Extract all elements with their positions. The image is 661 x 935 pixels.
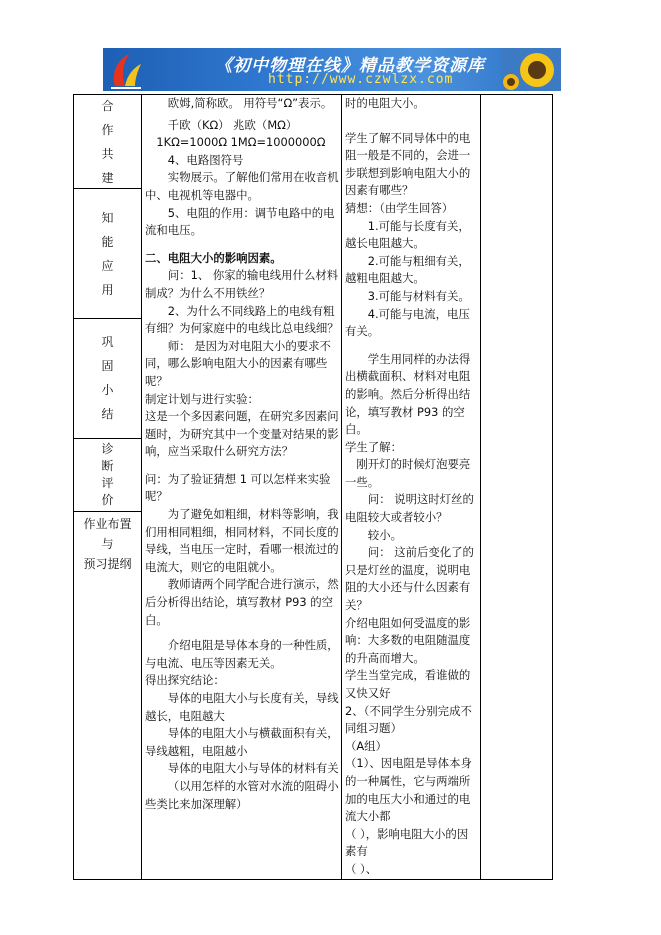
text-line: 2、为什么不同线路上的电线有粗有细？为何家庭中的电线比总电线细？ bbox=[145, 303, 339, 336]
header-banner bbox=[103, 48, 561, 91]
text-line: 4.可能与电流，电压有关。 bbox=[345, 306, 470, 339]
stage-column bbox=[74, 95, 142, 880]
notes-column bbox=[481, 95, 553, 880]
stage-char: 能 bbox=[101, 234, 114, 249]
stage-char: 固 bbox=[101, 359, 114, 374]
stage-char: 共 bbox=[101, 146, 114, 161]
teacher-activity-column bbox=[142, 95, 342, 880]
text-line: （A组） bbox=[345, 738, 387, 753]
text-line: 学生用同样的办法得出横截面积、材料对电阻的影响。然后分析得出结论，填写教材 P93 的空白。 bbox=[345, 351, 471, 437]
stage-char: 建 bbox=[101, 170, 114, 185]
stage-char: 价 bbox=[101, 492, 114, 507]
text-line: 千欧（KΩ） 兆欧（MΩ） bbox=[167, 117, 298, 132]
text-line: 时的电阻大小。 bbox=[345, 96, 425, 110]
stage-char: 用 bbox=[101, 282, 114, 297]
lesson-plan-table bbox=[73, 94, 553, 880]
stage-diagnose bbox=[74, 439, 141, 513]
stage-char: 作业布置 bbox=[83, 517, 132, 532]
text-line: （以用怎样的水管对水流的阻碍小些类比来加深理解） bbox=[145, 778, 339, 811]
stage-char: 与 bbox=[101, 537, 114, 552]
text-line: 2、（不同学生分别完成不同组习题） bbox=[345, 703, 472, 736]
text-line: 介绍电阻如何受温度的影响：大多数的电阻随温度的升高而增大。 bbox=[345, 615, 471, 665]
text-line: 制定计划与进行实验： bbox=[145, 391, 259, 406]
text-line: 问：1、 你家的输电线用什么材料制成？为什么不用铁丝？ bbox=[145, 268, 339, 300]
stage-char: 应 bbox=[101, 258, 114, 273]
sunflower-icon bbox=[501, 48, 561, 91]
text-line: 导体的电阻大小与导体的材料有关 bbox=[167, 761, 339, 776]
text-line: （ ），影响电阻大小的因素有 bbox=[345, 826, 469, 859]
banner-title: 《初中物理在线》精品教学资源库 bbox=[215, 56, 485, 76]
text-line: 较小。 bbox=[367, 527, 402, 542]
text-line: 1KΩ=1000Ω 1MΩ=1000000Ω bbox=[156, 135, 326, 150]
text-line: 学生了解不同导体中的电阻一般是不同的，会进一步联想到影响电阻大小的因素有哪些？ bbox=[345, 130, 471, 198]
text-line: 师： 是因为对电阻大小的要求不同，哪么影响电阻大小的因素有哪些呢？ bbox=[145, 338, 331, 388]
text-line: 2.可能与粗细有关，越粗电阻越大。 bbox=[345, 253, 470, 286]
stage-char: 巩 bbox=[101, 335, 114, 350]
text-line: 刚开灯的时候灯泡要亮一些。 bbox=[345, 457, 471, 489]
stage-char: 断 bbox=[101, 458, 114, 473]
text-line: 学生当堂完成，看谁做的又快又好 bbox=[345, 668, 471, 700]
text-line: 3.可能与材料有关。 bbox=[367, 288, 470, 303]
text-line: 教师请两个同学配合进行演示，然后分析得出结论，填写教材 P93 的空白。 bbox=[145, 577, 339, 627]
stage-char: 知 bbox=[101, 210, 114, 225]
text-line: 得出探究结论： bbox=[145, 673, 225, 688]
text-line: 问：为了验证猜想 1 可以怎样来实验呢？ bbox=[145, 471, 331, 504]
text-line: （1）、因电阻是导体本身的一种属性，它与两端所加的电压大小和通过的电流大小都 bbox=[345, 756, 472, 824]
text-line: 猜想：（由学生回答） bbox=[345, 200, 454, 215]
banner-url[interactable]: http://www.czwlzx.com bbox=[268, 72, 454, 87]
text-line: 问： 这前后变化了的只是灯丝的温度，说明电阻的大小还与什么因素有关？ bbox=[345, 545, 474, 613]
stage-application bbox=[74, 189, 141, 319]
stage-char: 合 bbox=[101, 98, 114, 113]
stage-consolidate bbox=[74, 319, 141, 438]
student-activity-column bbox=[342, 95, 481, 880]
text-line: 问： 说明这时灯丝的电阻较大或者较小？ bbox=[345, 492, 474, 525]
stage-char: 小 bbox=[101, 383, 114, 398]
stage-char: 结 bbox=[101, 407, 114, 422]
stage-char: 作 bbox=[101, 122, 114, 137]
text-line: 4、电路图符号 bbox=[167, 152, 244, 167]
logo-icon bbox=[107, 50, 145, 90]
stage-char: 预习提纲 bbox=[83, 557, 132, 572]
text-line: 学生了解： bbox=[345, 439, 402, 454]
text-line: （ ）、 bbox=[345, 861, 378, 876]
text-line: 1.可能与长度有关，越长电阻越大。 bbox=[345, 218, 470, 251]
text-line: 为了避免如粗细，材料等影响，我们用相同粗细，相同材料，不同长度的导线，当电压一定时，看哪一根流过的电流大，则它的电阻就小。 bbox=[145, 507, 339, 574]
stage-cooperate bbox=[74, 95, 141, 189]
stage-homework bbox=[74, 512, 141, 857]
stage-char: 诊 bbox=[101, 441, 114, 456]
section-heading: 二、电阻大小的影响因素。 bbox=[145, 250, 282, 265]
text-line: 欧姆,简称欧。 用符号“Ω”表示。 bbox=[167, 96, 333, 110]
text-line: 这是一个多因素问题，在研究多因素问题时，为研究其中一个变量对结果的影响，应当采取什么研究方法？ bbox=[145, 409, 339, 459]
text-line: 5、电阻的作用：调节电路中的电流和电压。 bbox=[145, 205, 335, 238]
text-line: 介绍电阻是导体本身的一种性质，与电流、电压等因素无关。 bbox=[145, 638, 339, 670]
text-line: 实物展示。了解他们常用在收音机中、电视机等电器中。 bbox=[145, 170, 339, 202]
stage-char: 评 bbox=[101, 475, 114, 490]
text-line: 导体的电阻大小与横截面积有关，导线越粗，电阻越小 bbox=[145, 726, 339, 758]
text-line: 导体的电阻大小与长度有关，导线越长，电阻越大 bbox=[145, 691, 339, 723]
